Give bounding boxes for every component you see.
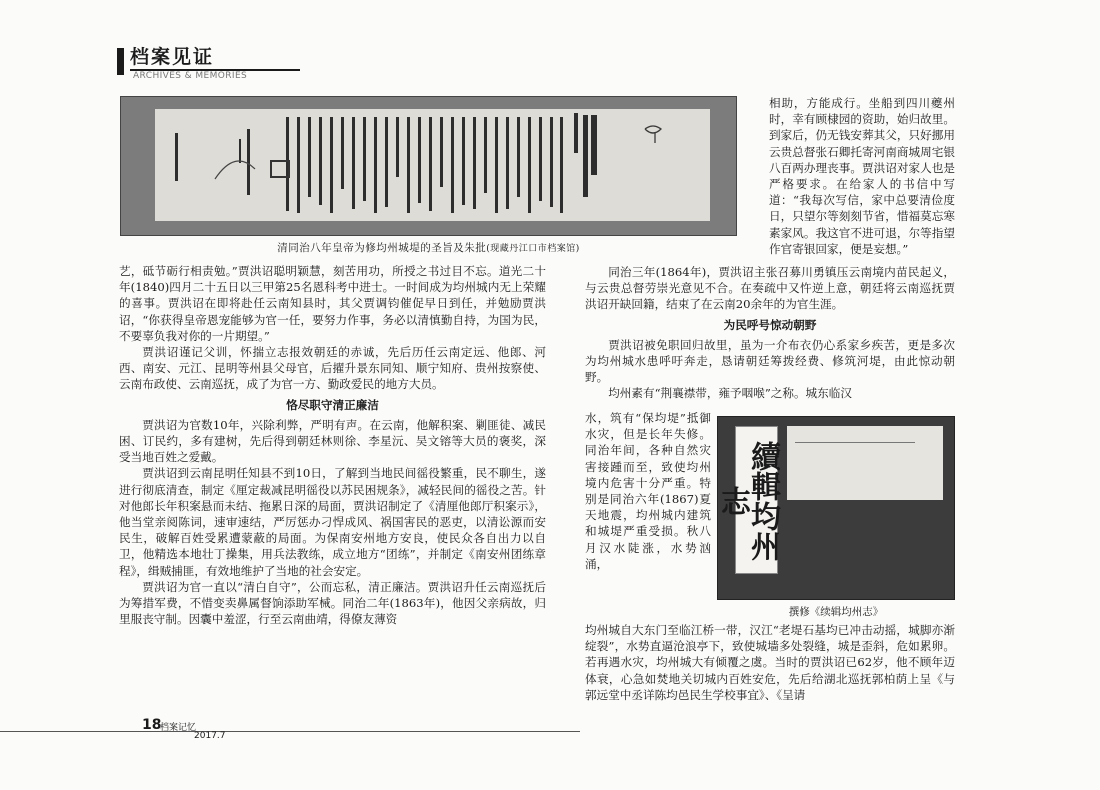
- body-paragraph: 均州素有“荆襄襟带，雍予咽喉”之称。城东临汉: [608, 386, 852, 401]
- edict-photo-caption: [120, 240, 737, 255]
- issue-date: 2017.7: [194, 731, 226, 741]
- footer-rule: [0, 731, 580, 732]
- right-bottom-text: [585, 622, 955, 710]
- gazetteer-caption: 撰修《续辑均州志》: [788, 606, 884, 618]
- body-paragraph: 艺，砥节砺行相责勉。”贾洪诏聪明颖慧，刻苦用功，所授之书过目不忘。道光二十年(1840)四月二十五日以三甲第25名恩科考中进士。一时间成为均州城内无上荣耀的喜事。贾洪诏在即将赴任云南知县时，其父贾调钧催促早日到任，并勉励贾洪诏，“你获得皇帝恩宠能够为官一任，要努力作事，务必以清慎勤自持，为国为民，不要辜负我对你的一片期望。”: [119, 264, 546, 343]
- magazine-name: 档案记忆: [160, 723, 197, 733]
- caption-text: 清同治八年皇帝为修均州城堤的圣旨及朱批: [277, 242, 487, 254]
- header-accent-bar: [117, 48, 124, 75]
- section-heading: 为民呼号惊动朝野: [723, 317, 817, 332]
- caption-source: (现藏丹江口市档案馆): [486, 244, 580, 254]
- book-title-text: 續輯均州志: [715, 441, 780, 561]
- body-paragraph: 相助，方能成行。坐船到四川夔州时，幸有顾棣园的资助，始归故里。到家后，仍无钱安葬其父，只好挪用云贵总督张石卿托寄河南商城周宅银八百两办理丧事。贾洪诏对家人也是严格要求。在给家人的书信中写道：“我每次写信，家中总要清俭度日，只望尔等刻刻节省，惜福莫忘寒素家风。我这官不进可退，尔等指望作官寄银回家，便是妄想。”: [769, 96, 955, 256]
- section-title: 档案见证: [130, 46, 215, 68]
- body-paragraph: 同治三年(1864年)，贾洪诏主张召募川勇镇压云南境内苗民起义，与云贵总督劳崇光意见不合。在奏疏中又忤逆上意，朝廷将云南巡抚贾洪诏开缺回籍，结束了在云南20余年的为官生涯。: [585, 265, 955, 312]
- edict-document-image: [155, 109, 710, 221]
- right-middle-text: [585, 264, 955, 410]
- body-paragraph: 贾洪诏谨记父训，怀揣立志报效朝廷的赤诚，先后历任云南定远、他郎、河西、南安、元江、昆明等州县父母官，后擢升景东同知、顺宁知府、贵州按察使、云南布政使、云南巡抚，成了为官一方、勤政爱民的地方大员。: [119, 345, 546, 392]
- right-top-text: [769, 95, 955, 262]
- body-paragraph: 贾洪诏为官数10年，兴除利弊，严明有声。在云南，他解积案、剿匪徒、减民困、订民约，多有建树，先后得到朝廷林则徐、李星沅、吴文镕等大员的褒奖，深受当地百姓之爱戴。: [119, 417, 546, 465]
- section-subtitle: ARCHIVES & MEMORIES: [133, 71, 248, 81]
- section-heading: 恪尽职守清正廉洁: [286, 397, 379, 412]
- gazetteer-book-photo: [717, 416, 955, 600]
- book-title-label: [715, 426, 780, 574]
- body-paragraph: 贾洪诏为官一直以“清白自守”，公而忘私，清正廉洁。贾洪诏升任云南巡抚后为筹措军费，不惜变卖鼻属督饷添助军械。同治二年(1863年)，他因父亲病故，归里服丧守制。因囊中羞涩，行至云南曲靖，得僚友薄资: [119, 579, 546, 627]
- body-paragraph: 贾洪诏被免职回归故里，虽为一介布衣仍心系家乡疾苦，更是多次为均州城水患呼吁奔走，恳请朝廷筹拨经费、修筑河堤，由此惊动朝野。: [585, 337, 955, 385]
- book-cover-slip: [787, 426, 943, 500]
- edict-handwriting-graphic: [155, 109, 710, 221]
- left-column-text: [119, 263, 546, 708]
- page-number: 18: [142, 717, 162, 733]
- body-paragraph: 贾洪诏到云南昆明任知县不到10日，了解到当地民间徭役繁重，民不聊生，遂进行彻底清查，制定《厘定裁减昆明徭役以苏民困规条》，减轻民间的徭役之苦。针对他郎长年积案悬而未结、拖累日深的局面，贾洪诏制定了《清厘他郎厅积案示》，他当堂亲阅陈词，速审速结，严厉惩办刁悍成风、祸国害民的恶吏，以清讼源而安民生，破解百姓受累遭蒙蔽的局面。为保南安州地方安良，使民众各自出力以自卫，他精选本地壮丁操集，用兵法教练，成立地方“团练”，并制定《南安州团练章程》，缉贼捕匪，有效地维护了当地的社会安定。: [119, 466, 546, 578]
- right-narrow-text: [585, 410, 711, 620]
- body-paragraph: 水，筑有“保均堤”抵御水灾，但是长年失修。同治年间，各种自然灾害接踵而至，致使均州境内危害十分严重。特别是同治六年(1867)夏天地震，均州城内建筑和城堤严重受损。秋八月汉水陡涨，水势汹涌，: [585, 411, 711, 571]
- edict-photo: [120, 96, 737, 236]
- body-paragraph: 均州城自大东门至临江桥一带，汉江“老堤石基均已冲击动摇，城脚亦渐绽裂”，水势直逼沧浪亭下，致使城墙多处裂缝，城是歪斜，危如累卵。若再遇水灾，均州城大有倾覆之虞。当时的贾洪诏已62岁，他不顾年迈体衰，心急如焚地关切城内百姓安危，先后给湖北巡抚郭柏荫上呈《与郭远堂中丞详陈均邑民生学校事宜》、《呈请: [585, 623, 955, 702]
